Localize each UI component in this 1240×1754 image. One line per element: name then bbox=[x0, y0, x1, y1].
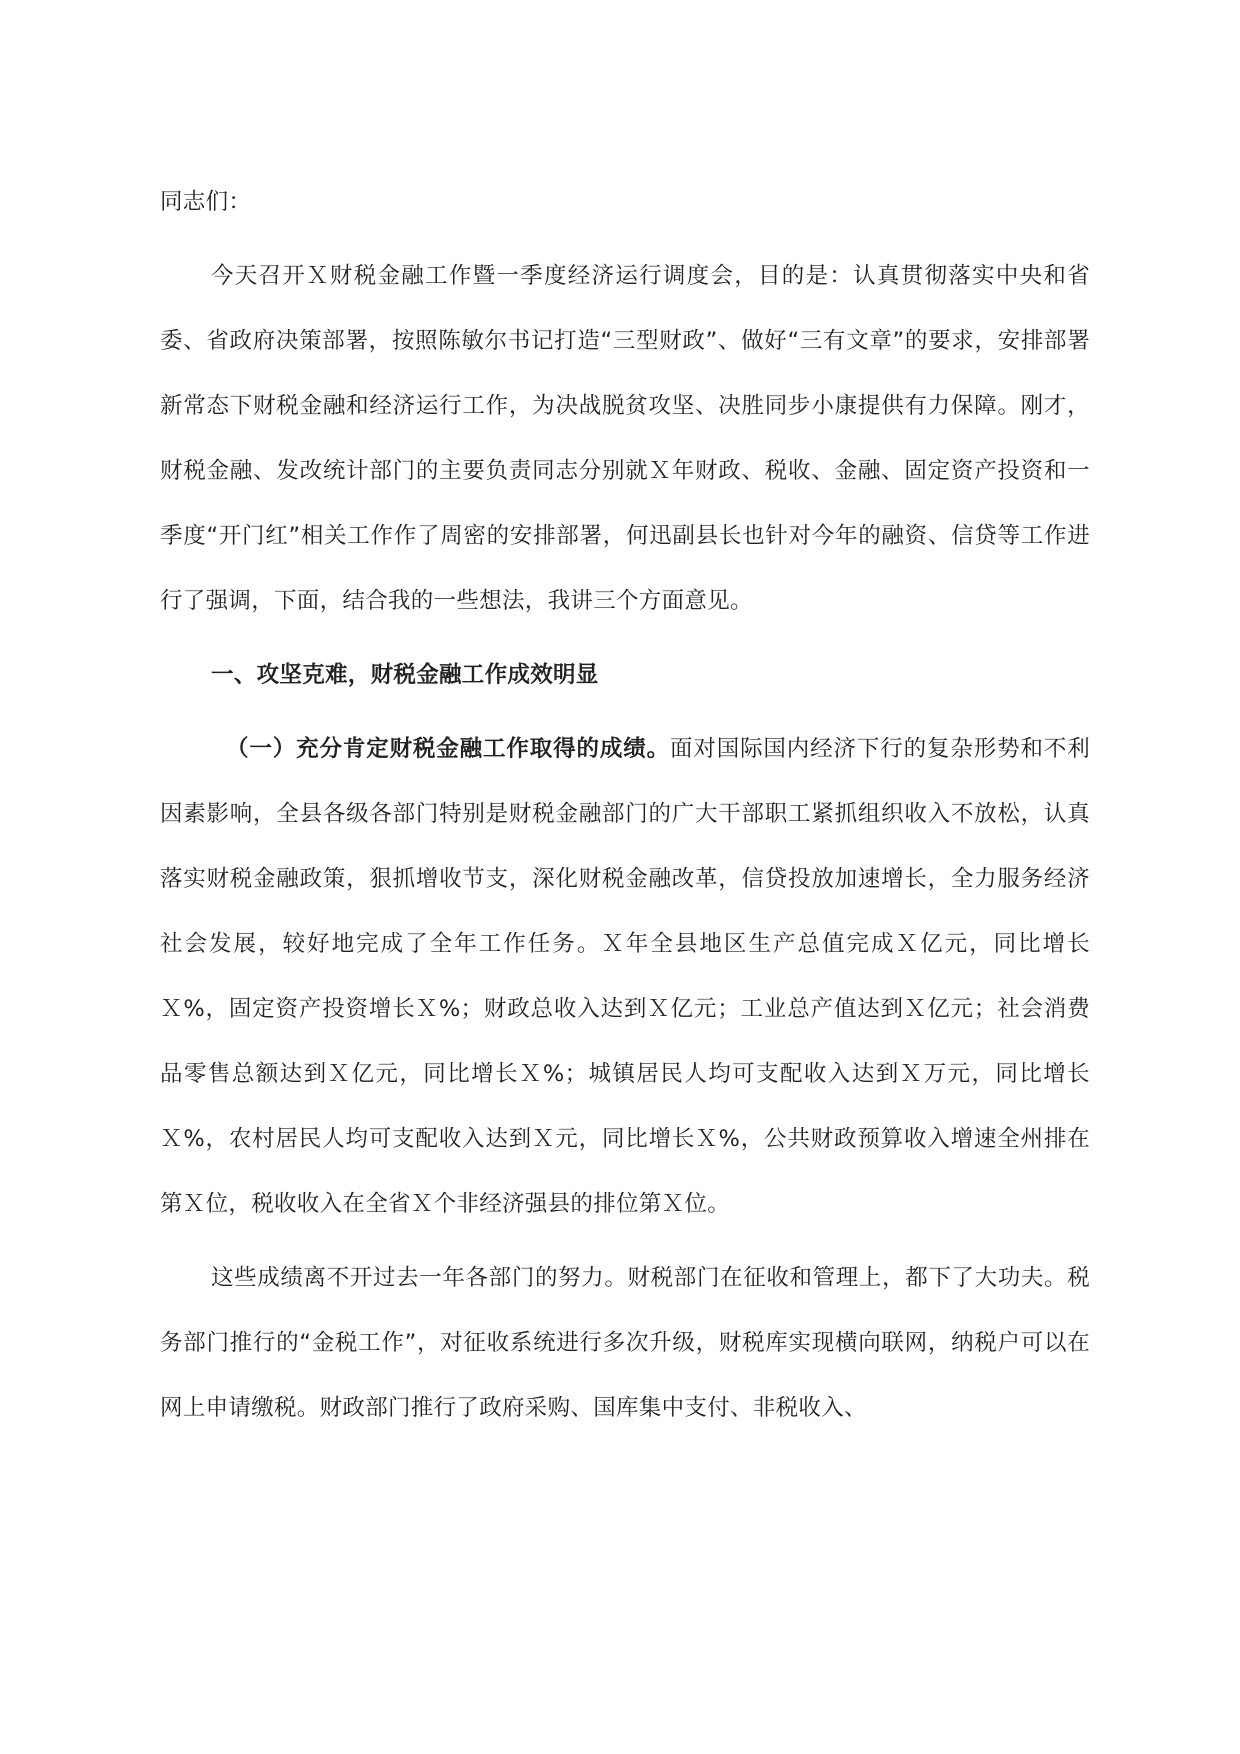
salutation: 同志们： bbox=[160, 189, 252, 215]
document-body bbox=[160, 170, 1090, 1441]
subsection-paragraph bbox=[160, 717, 1090, 1237]
subsection-title: （一）充分肯定财税金融工作取得的成绩。 bbox=[226, 736, 670, 762]
section-heading: 一、攻坚克难，财税金融工作成效明显 bbox=[211, 662, 599, 688]
intro-paragraph: 今天召开Ｘ财税金融工作暨一季度经济运行调度会，目的是：认真贯彻落实中央和省委、省政府决策部署，按照陈敏尔书记打造“三型财政”、做好“三有文章”的要求，安排部署新常态下财税金融和经济运行工作，为决战脱贫攻坚、决胜同步小康提供有力保障。刚才，财税金融、发改统计部门的主要负责同志分别就Ｘ年财政、税收、金融、固定资产投资和一季度“开门红”相关工作作了周密的安排部署，何迅副县长也针对今年的融资、信贷等工作进行了强调，下面，结合我的一些想法，我讲三个方面意见。 bbox=[160, 263, 1090, 614]
subsection-body: 面对国际国内经济下行的复杂形势和不利因素影响，全县各级各部门特别是财税金融部门的广大干部职工紧抓组织收入不放松，认真落实财税金融政策，狠抓增收节支，深化财税金融改革，信贷投放加速增长，全力服务经济社会发展，较好地完成了全年工作任务。Ｘ年全县地区生产总值完成Ｘ亿元，同比增长Ｘ%，固定资产投资增长Ｘ%；财政总收入达到Ｘ亿元；工业总产值达到Ｘ亿元；社会消费品零售总额达到Ｘ亿元，同比增长Ｘ%；城镇居民人均可支配收入达到Ｘ万元，同比增长Ｘ%，农村居民人均可支配收入达到Ｘ元，同比增长Ｘ%，公共财政预算收入增速全州排在第Ｘ位，税收收入在全省Ｘ个非经济强县的排位第Ｘ位。 bbox=[160, 736, 1090, 1217]
achievements-paragraph: 这些成绩离不开过去一年各部门的努力。财税部门在征收和管理上，都下了大功夫。税务部门推行的“金税工作”，对征收系统进行多次升级，财税库实现横向联网，纳税户可以在网上申请缴税。财政部门推行了政府采购、国库集中支付、非税收入、 bbox=[160, 1265, 1090, 1421]
